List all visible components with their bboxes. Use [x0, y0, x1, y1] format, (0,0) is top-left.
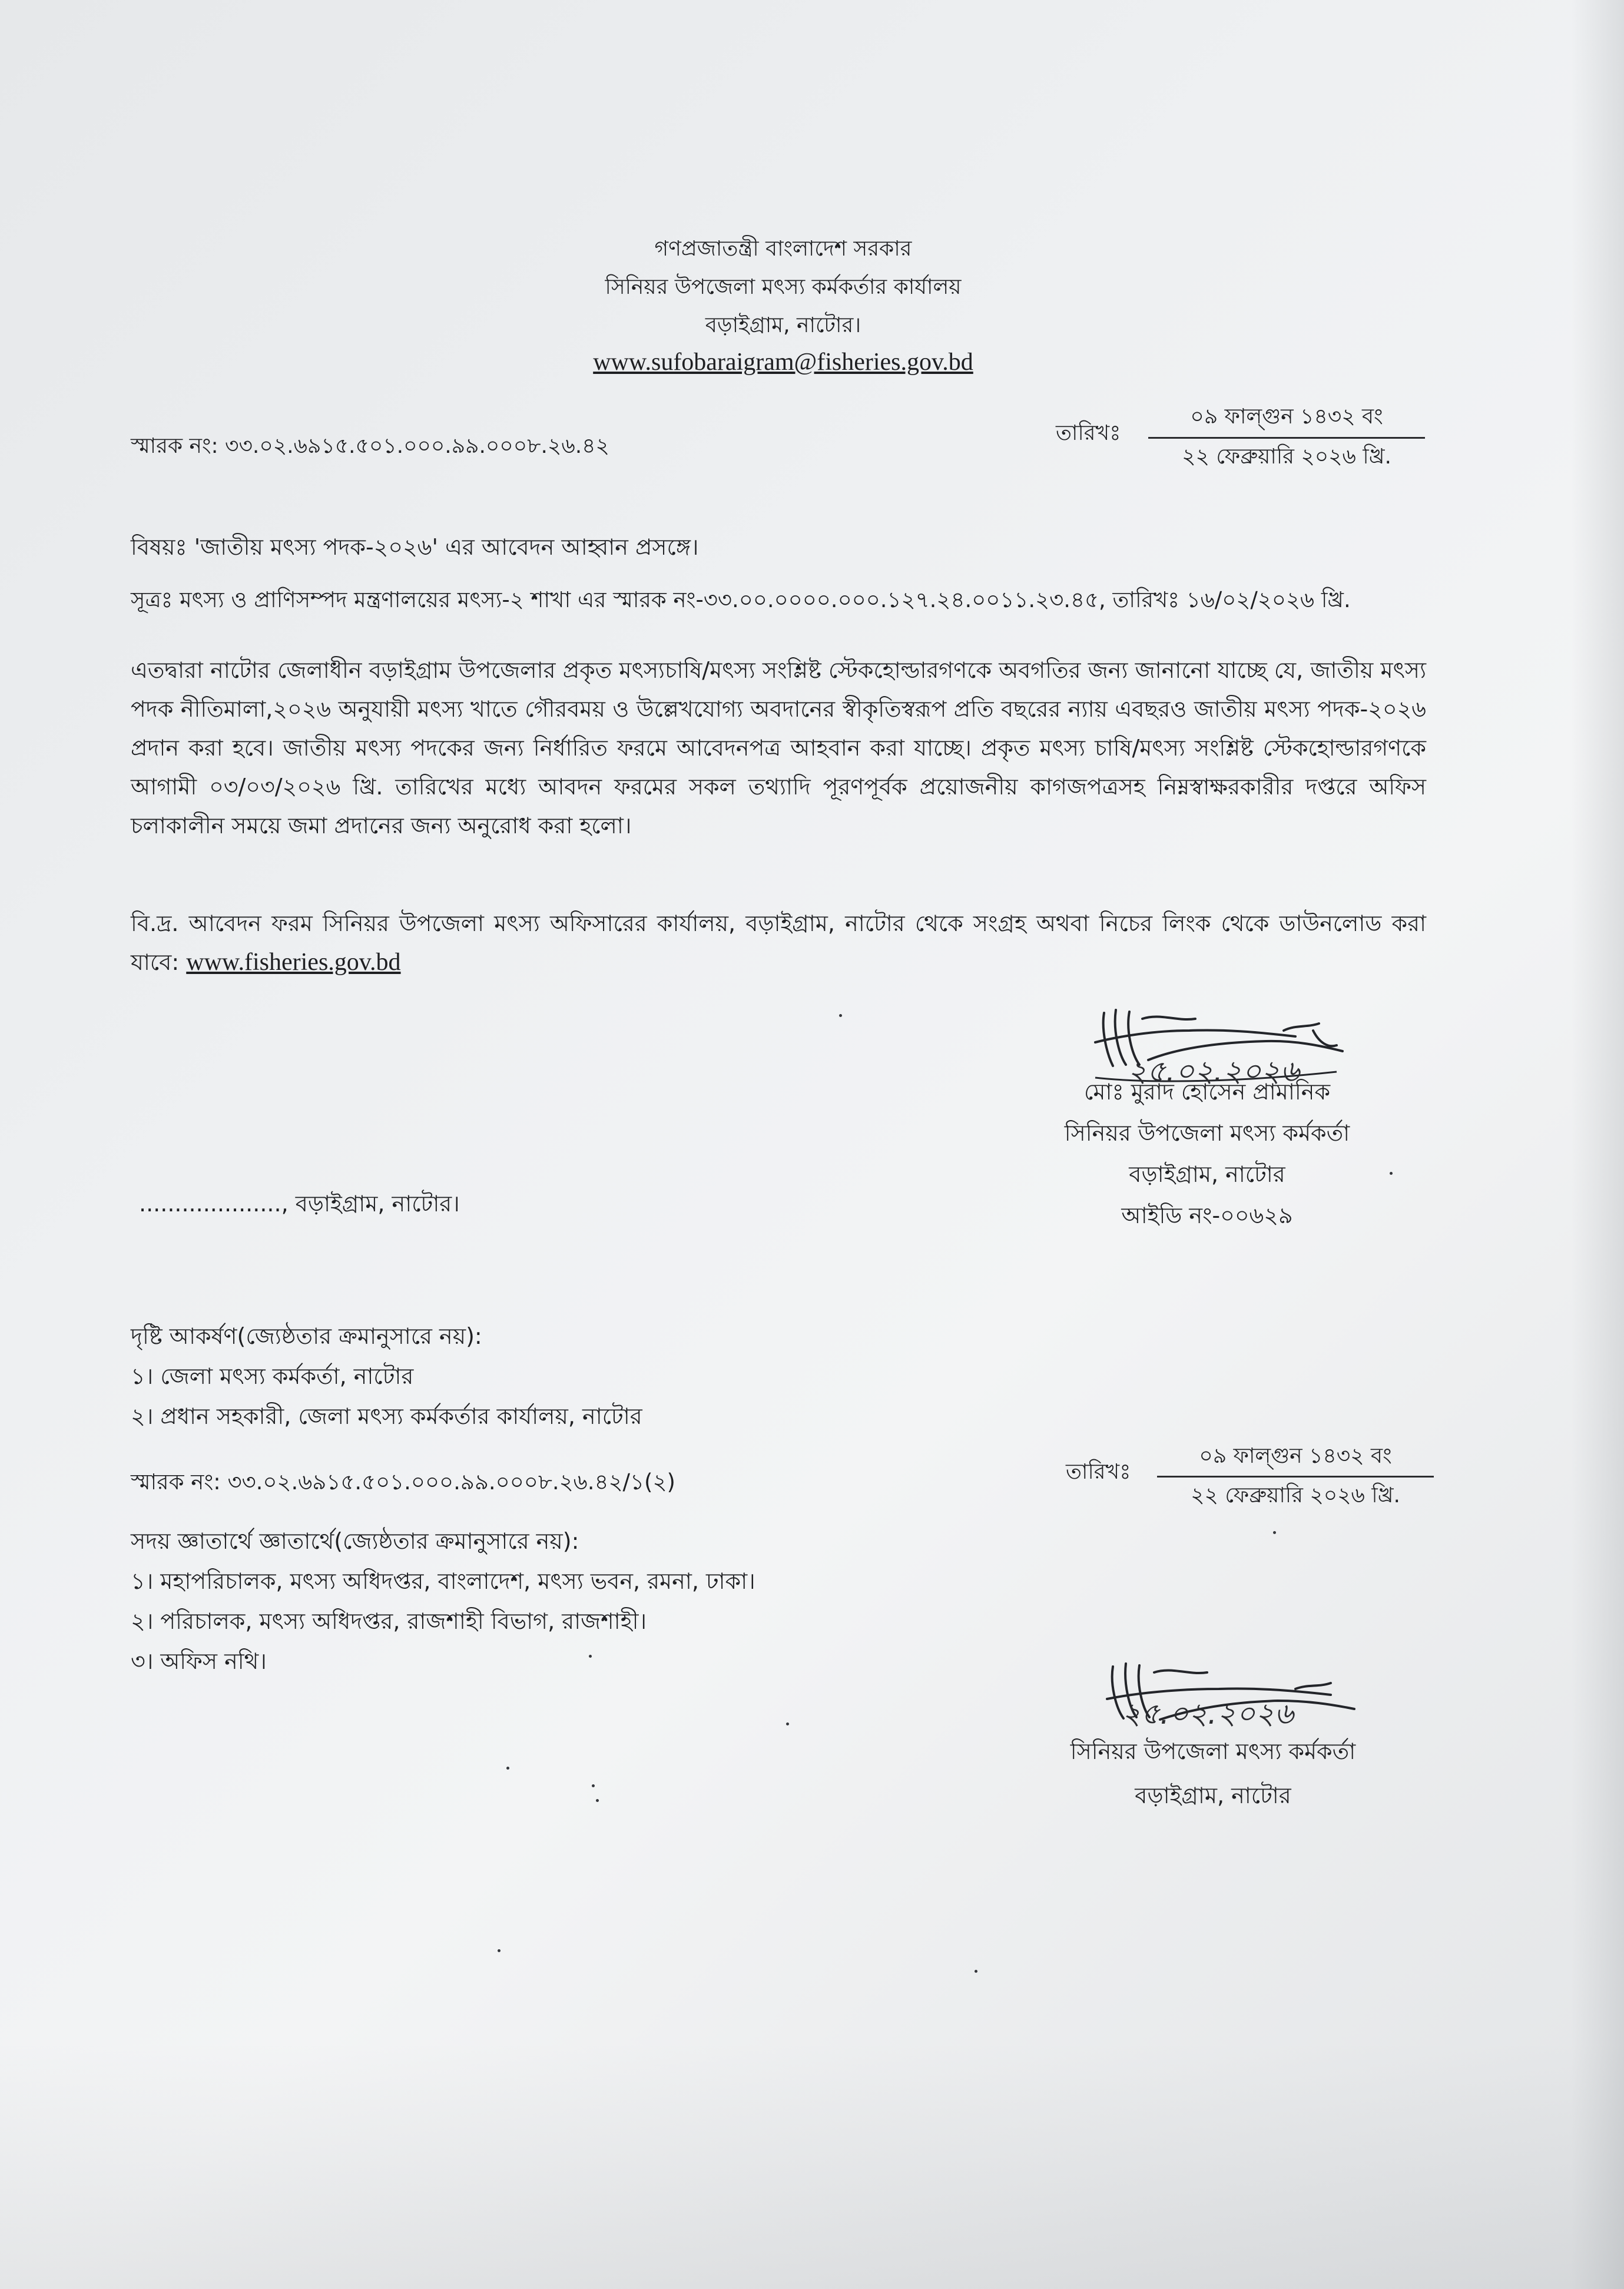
signature-1-date: ২৫.০২.২০২৬ — [1128, 1054, 1300, 1088]
memo-date-label: তারিখঃ — [1056, 421, 1121, 445]
attention-item-2: ২। প্রধান সহকারী, জেলা মৎস্য কর্মকর্তার কার্যালয়, নাটোর — [131, 1403, 642, 1429]
memo2-date-rule — [1157, 1476, 1434, 1478]
signatory-name: মোঃ মুরাদ হোসেন প্রামানিক — [1083, 1079, 1331, 1105]
letterhead-government: গণপ্রজাতন্ত্রী বাংলাদেশ সরকার — [654, 237, 912, 261]
memo-date-gregorian: ২২ ফেব্রুয়ারি ২০২৬ খ্রি. — [1182, 445, 1391, 469]
signatory-location: বড়াইগ্রাম, নাটোর — [1129, 1161, 1285, 1187]
note-paragraph — [131, 904, 1426, 982]
memo2-date-gregorian: ২২ ফেব্রুয়ারি ২০২৬ খ্রি. — [1191, 1483, 1400, 1508]
paper-speck — [506, 1767, 509, 1770]
letterhead-location: বড়াইগ্রাম, নাটোর। — [705, 313, 861, 337]
recipient-line: ...................., বড়াইগ্রাম, নাটোর। — [139, 1191, 460, 1217]
paper-speck — [839, 1014, 842, 1017]
paper-speck — [1390, 1172, 1393, 1175]
paper-speck — [589, 1655, 592, 1658]
paper-speck — [1273, 1531, 1276, 1534]
paper-speck — [786, 1722, 789, 1725]
memo-date-rule — [1148, 437, 1425, 439]
note-text: বি.দ্র. আবেদন ফরম সিনিয়র উপজেলা মৎস্য অফিসারের কার্যালয়, বড়াইগ্রাম, নাটোর থেকে সংগ্রহ অথবা নিচের লিংক থেকে ডাউনলোড করা যাবে: — [131, 910, 1426, 975]
memo2-number: স্মারক নং: ৩৩.০২.৬৯১৫.৫০১.০০০.৯৯.০০০৮.২৬.৪২/১(২) — [131, 1469, 675, 1495]
signatory-id: আইডি নং-০০৬২৯ — [1121, 1203, 1293, 1228]
paper-speck — [498, 1949, 501, 1952]
body-paragraph: এতদ্বারা নাটোর জেলাধীন বড়াইগ্রাম উপজেলার প্রকৃত মৎস্যচাষি/মৎস্য সংশ্লিষ্ট স্টেকহোল্ডারগণকে অবগতির জন্য জানানো যাচ্ছে যে, জাতীয় মৎস্য পদক নীতিমালা,২০২৬ অনুযায়ী মৎস্য খাতে গৌরবময় ও উল্লেখযোগ্য অবদানের স্বীকৃতিস্বরূপ প্রতি বছরের ন্যায় এবছরও জাতীয় মৎস্য পদক-২০২৬ প্রদান করা হবে। জাতীয় মৎস্য পদকের জন্য নির্ধারিত ফরমে আবেদনপত্র আহবান করা যাচ্ছে। প্রকৃত মৎস্য চাষি/মৎস্য সংশ্লিষ্ট স্টেকহোল্ডারগণকে আগামী ০৩/০৩/২০২৬ খ্রি. তারিখের মধ্যে আবদন ফরমের সকল তথ্যাদি পূরণপূর্বক প্রয়োজনীয় কাগজপত্রসহ নিম্নস্বাক্ষরকারীর দপ্তরে অফিস চলাকালীন সময়ে জমা প্রদানের জন্য অনুরোধ করা হলো। — [131, 657, 1426, 839]
signatory-designation: সিনিয়র উপজেলা মৎস্য কর্মকর্তা — [1064, 1120, 1350, 1146]
signature-2-scribble — [1078, 1643, 1396, 1749]
download-link[interactable]: www.fisheries.gov.bd — [186, 949, 401, 976]
copies-item-3: ৩। অফিস নথি। — [131, 1648, 267, 1674]
attention-heading: দৃষ্টি আকর্ষণ(জ্যেষ্ঠতার ক্রমানুসারে নয়): — [131, 1323, 482, 1349]
memo-date-bangla: ০৯ ফাল্গুন ১৪৩২ বং — [1190, 405, 1383, 429]
letterhead-email: www.sufobaraigram@fisheries.gov.bd — [593, 349, 973, 376]
memo2-date-label: তারিখঃ — [1066, 1460, 1131, 1484]
signature-2-designation: সিনিয়র উপজেলা মৎস্য কর্মকর্তা — [1070, 1738, 1356, 1764]
paper-bottom-shadow — [0, 2042, 1624, 2289]
copies-heading: সদয় জ্ঞাতার্থে জ্ঞাতার্থে(জ্যেষ্ঠতার ক্রমানুসারে নয়): — [131, 1528, 579, 1554]
signature-2-location: বড়াইগ্রাম, নাটোর — [1135, 1783, 1291, 1808]
memo-number: স্মারক নং: ৩৩.০২.৬৯১৫.৫০১.০০০.৯৯.০০০৮.২৬.৪২ — [131, 434, 609, 458]
paper-speck — [975, 1970, 977, 1973]
paper-speck — [596, 1799, 599, 1802]
attention-item-1: ১। জেলা মৎস্য কর্মকর্তা, নাটোর — [131, 1363, 414, 1389]
memo2-date-bangla: ০৯ ফাল্গুন ১৪৩২ বং — [1199, 1444, 1392, 1468]
paper-speck — [592, 1784, 595, 1787]
reference-line: সূত্রঃ মৎস্য ও প্রাণিসম্পদ মন্ত্রণালয়ের মৎস্য-২ শাখা এর স্মারক নং-৩৩.০০.০০০০.০০০.১২৭.২৪.০০১১.২৩.৪৫, তারিখঃ ১৬/০২/২০২৬ খ্রি. — [131, 587, 1351, 612]
copies-item-1: ১। মহাপরিচালক, মৎস্য অধিদপ্তর, বাংলাদেশ, মৎস্য ভবন, রমনা, ঢাকা। — [131, 1568, 755, 1594]
subject-line: বিষয়ঃ 'জাতীয় মৎস্য পদক-২০২৬' এর আবেদন আহ্বান প্রসঙ্গে। — [131, 534, 699, 560]
signature-2-date: ২৫.০২.২০২৬ — [1122, 1697, 1294, 1731]
letterhead-office: সিনিয়র উপজেলা মৎস্য কর্মকর্তার কার্যালয় — [605, 275, 962, 299]
paper-edge-shadow — [1571, 0, 1624, 2289]
copies-item-2: ২। পরিচালক, মৎস্য অধিদপ্তর, রাজশাহী বিভাগ, রাজশাহী। — [131, 1608, 647, 1634]
